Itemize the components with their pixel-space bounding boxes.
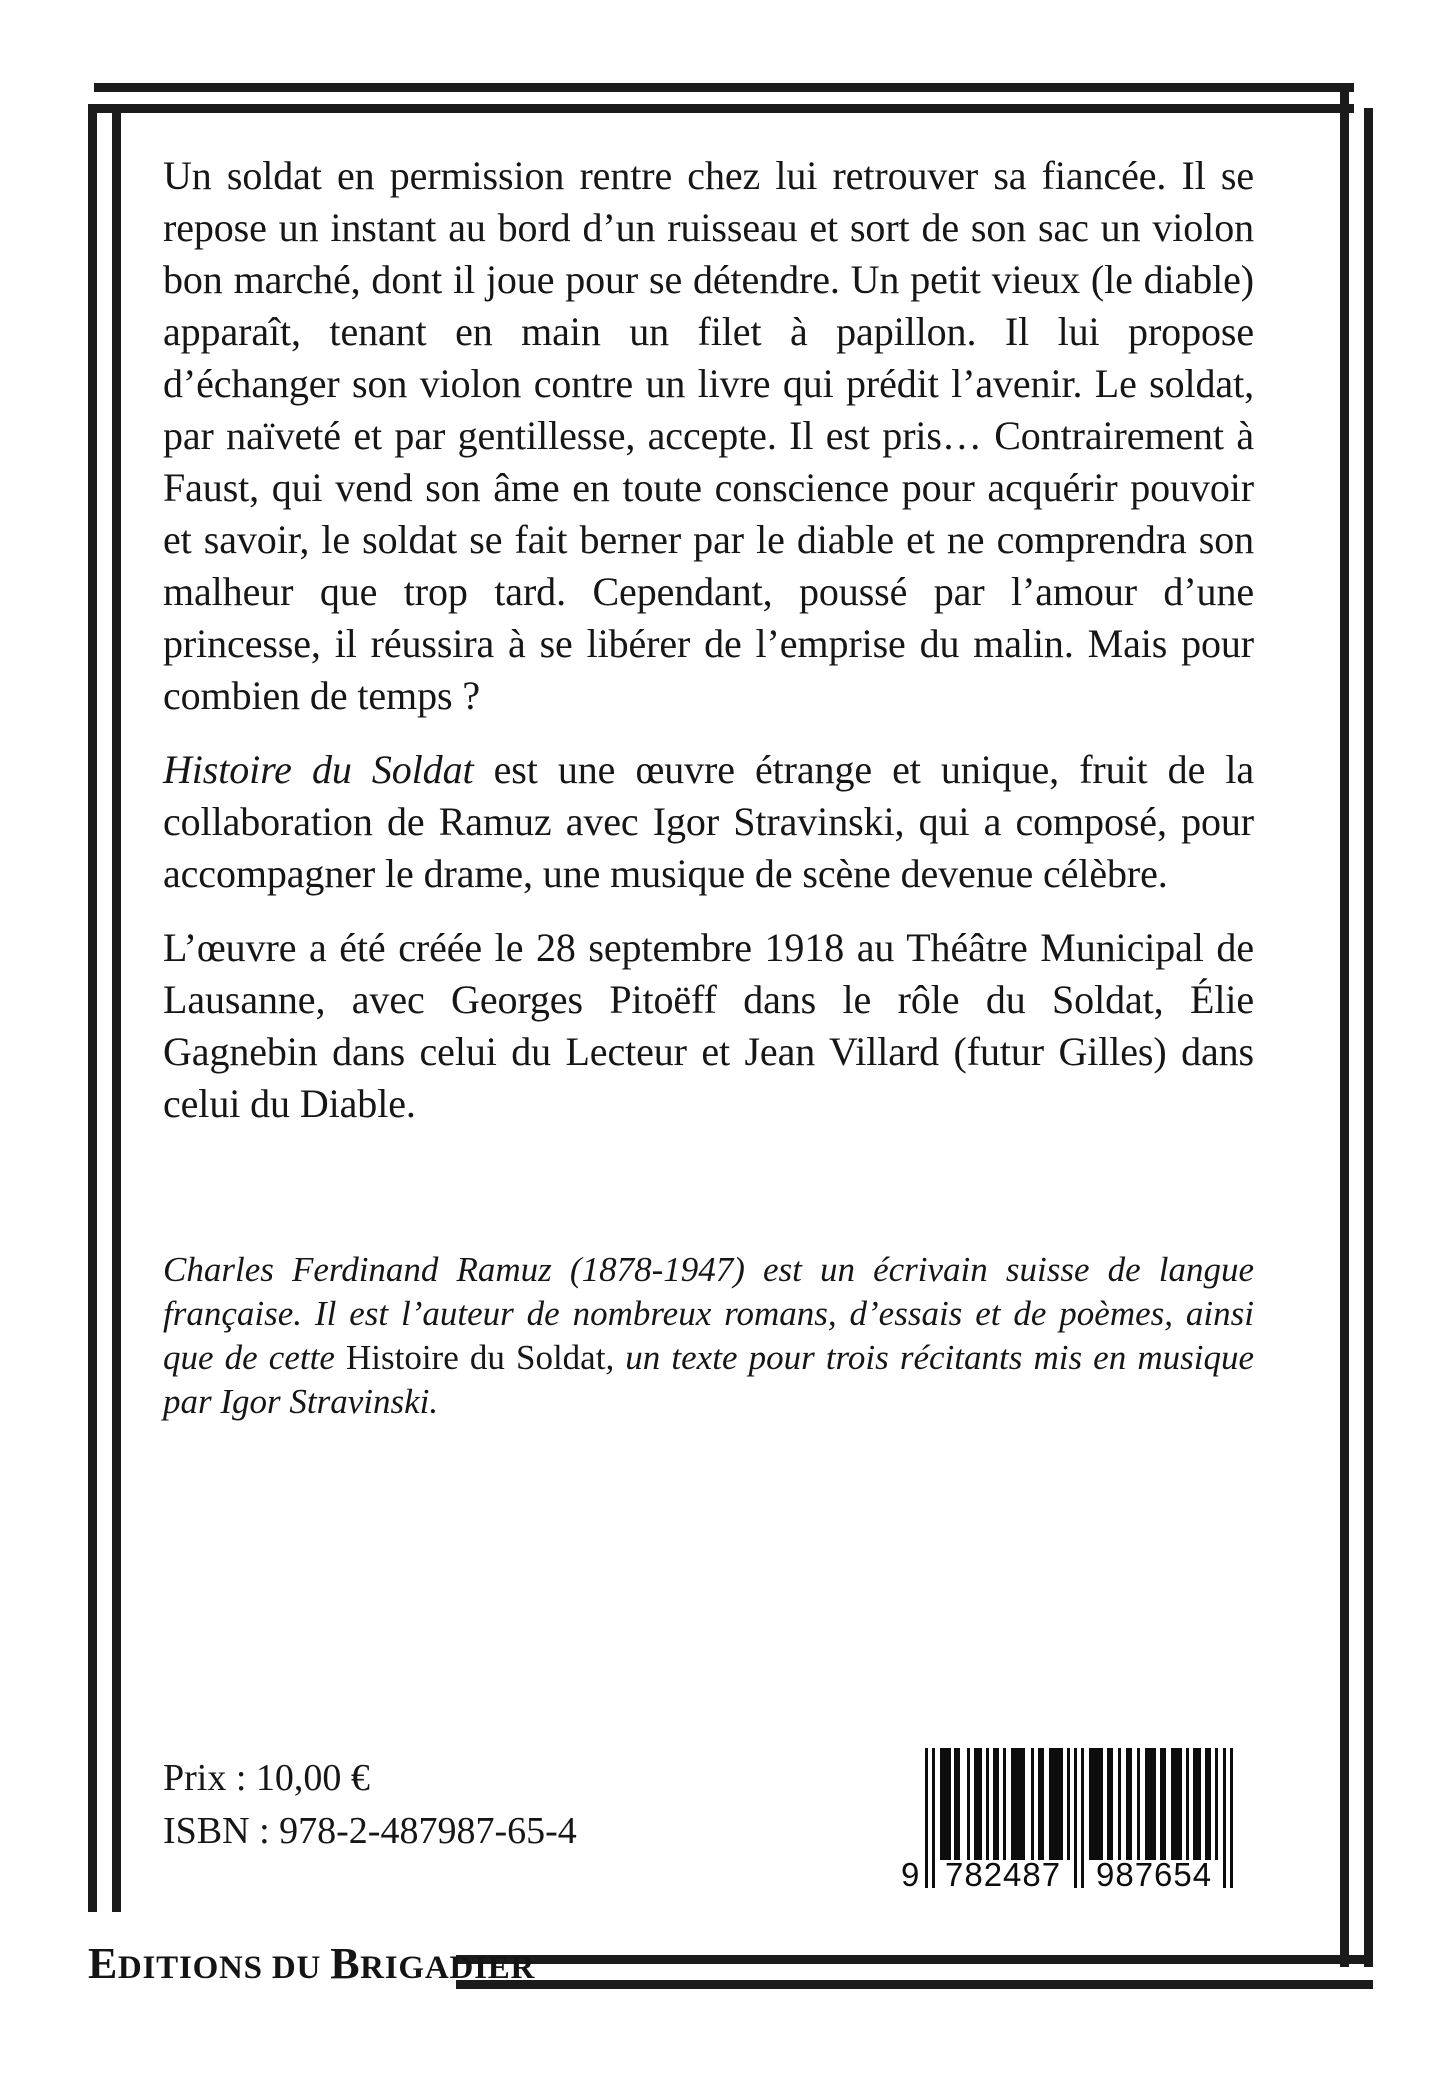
publisher-initial-e: E (88, 1939, 118, 1988)
frame-rule-right-outer (1364, 108, 1373, 1967)
barcode-digit-system: 9 (901, 1856, 921, 1893)
work-title-italic: Histoire du Soldat (163, 747, 474, 792)
author-bio-lead: Charles Ferdinand Ramuz (1878-1947) est un écrivain suisse de langue française. Il est l’auteur de nombreux romans, d’essais et de poèmes, ainsi que de cette (163, 1250, 1254, 1377)
barcode (901, 1742, 1257, 1900)
publisher-ditions: DITIONS (117, 1950, 263, 1986)
frame-rule-bottom-lower (456, 1980, 1373, 1989)
publisher-name (88, 1938, 535, 1989)
frame-rule-left-inner (112, 104, 121, 1912)
publisher-initial-b: B (330, 1939, 361, 1988)
frame-rule-bottom-upper (456, 1955, 1373, 1964)
summary-paragraph-synopsis: Un soldat en permission rentre chez lui retrouver sa fiancée. Il se repose un instant au bord d’un ruisseau et sort de son sac un violon bon marché, dont il joue pour se détendre. Un petit vieux (le diable) apparaît, tenant en main un filet à papillon. Il lui propose d’échanger son violon contre un livre qui prédit l’avenir. Le soldat, par naïveté et par gentillesse, accepte. Il est pris… Contrairement à Faust, qui vend son âme en toute conscience pour acquérir pouvoir et savoir, le soldat se fait berner par le diable et ne comprendra son malheur que trop tard. Cependant, poussé par l’amour d’une princesse, il réussira à se libérer de l’emprise du malin. Mais pour combien de temps ? (163, 153, 1254, 718)
isbn-line: ISBN : 978-2-487987-65-4 (163, 1810, 577, 1852)
summary-paragraph-work-text: est une œuvre étrange et unique, fruit de la collaboration de Ramuz avec Igor Stravinski, qui a composé, pour accompagner le drame, une musique de scène devenue célèbre. (163, 747, 1255, 896)
summary-paragraph-work (163, 744, 1254, 900)
price-line: Prix : 10,00 € (163, 1757, 370, 1799)
summary-paragraph-premiere: L’œuvre a été créée le 28 septembre 1918 au Théâtre Municipal de Lausanne, avec Georges Pitoëff dans le rôle du Soldat, Élie Gagnebin dans celui du Lecteur et Jean Villard (futur Gilles) dans celui du Diable. (163, 925, 1254, 1126)
author-bio-work-title: Histoire du Soldat (345, 1338, 606, 1377)
publisher-space-2 (321, 1950, 330, 1986)
publisher-du (263, 1950, 272, 1986)
frame-rule-top-outer (94, 83, 1354, 92)
frame-rule-right-inner (1340, 92, 1349, 1967)
barcode-digit-group-right: 987654 (1096, 1856, 1213, 1893)
barcode-digits (901, 1854, 1257, 1900)
pricing-block (163, 1752, 577, 1858)
publisher-rigadier: RIGADIER (360, 1950, 536, 1986)
author-bio (163, 1248, 1254, 1424)
frame-rule-top-inner (88, 104, 1354, 113)
blurb-block (163, 150, 1254, 1130)
barcode-digit-group-left: 782487 (945, 1856, 1062, 1893)
frame-rule-left-outer (88, 104, 97, 1912)
publisher-du-word: DU (271, 1950, 322, 1986)
author-bio-tail: , un texte pour trois récitants mis en musique par Igor Stravinski. (163, 1338, 1254, 1421)
